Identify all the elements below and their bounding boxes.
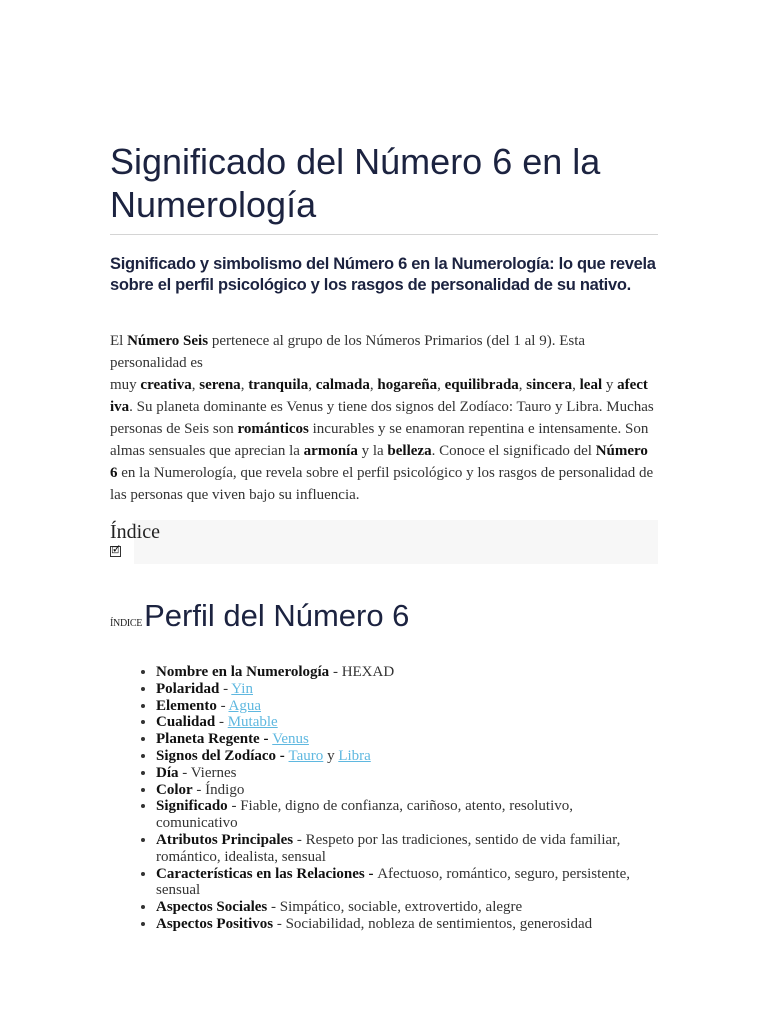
list-item [156, 866, 658, 900]
attribute-label: Características en las Relaciones [156, 865, 365, 882]
list-item [156, 782, 658, 799]
list-item [156, 731, 658, 748]
attribute-label: Cualidad [156, 714, 216, 731]
attribute-label: Significado [156, 798, 228, 815]
attribute-separator: - [364, 865, 378, 882]
attribute-link[interactable]: Agua [228, 697, 261, 714]
attribute-separator: - [227, 798, 241, 815]
table-of-contents [110, 520, 658, 564]
page-subtitle: Significado y simbolismo del Número 6 en la Numerología: lo que revela sobre el perfil psicológico y los rasgos de personalidad de su nativo. [110, 255, 656, 294]
intro-text: , [437, 377, 445, 393]
intro-bold: Número Seis [127, 333, 209, 349]
intro-text: . Conoce el significado del [431, 443, 596, 459]
intro-text: , [191, 377, 200, 393]
section-anchor-label[interactable]: ÍNDICE [110, 618, 143, 629]
attribute-separator: - [267, 899, 280, 916]
attribute-label: Aspectos Sociales [156, 899, 268, 916]
attribute-label: Signos del Zodíaco [156, 747, 277, 764]
list-item [156, 664, 658, 681]
toc-panel [134, 520, 658, 564]
intro-text: incurables y se enamoran repentina e intensamente. Son almas sensuales que aprecian la [110, 421, 649, 459]
intro-bold: Número 6 [110, 443, 648, 481]
attribute-separator: - [329, 664, 342, 680]
intro-bold: equilibrada [444, 377, 519, 393]
intro-text: , [240, 377, 249, 393]
attribute-joiner: y [323, 747, 339, 764]
intro-text: , [308, 377, 316, 393]
attribute-value: Respeto por las tradiciones, sentido de vida familiar, romántico, idealista, sensual [156, 831, 621, 865]
intro-bold: tranquila [248, 377, 309, 393]
list-item [156, 832, 658, 866]
list-item [156, 714, 658, 731]
toc-heading: Índice [110, 521, 160, 543]
attribute-value: Fiable, digno de confianza, cariñoso, atento, resolutivo, comunicativo [156, 798, 574, 832]
attribute-separator: - [216, 697, 229, 714]
attribute-label: Planeta Regente [156, 731, 260, 748]
intro-text: pertenece al grupo de los Números Primarios (del 1 al 9). Esta personalidad es [110, 333, 586, 371]
intro-bold: afect iva [110, 377, 648, 415]
list-item [156, 698, 658, 715]
attribute-value: Índigo [205, 781, 245, 798]
section-heading [110, 598, 658, 634]
intro-text: en la Numerología, que revela sobre el perfil psicológico y los rasgos de personalidad de las personas que viven bajo su influencia. [110, 465, 654, 503]
intro-text: y [602, 377, 618, 393]
attribute-separator: - [293, 831, 306, 848]
attribute-value: Afectuoso, romántico, seguro, persistente, sensual [156, 865, 631, 899]
attribute-label: Día [156, 764, 179, 781]
attribute-link[interactable]: Yin [231, 680, 253, 697]
attribute-separator: - [178, 764, 191, 781]
intro-text: El [110, 333, 128, 349]
list-item [156, 899, 658, 916]
attribute-separator: - [192, 781, 206, 798]
list-item [156, 748, 658, 765]
attribute-value: HEXAD [341, 664, 395, 680]
intro-bold: armonía [303, 443, 358, 459]
intro-text: , [518, 377, 527, 393]
intro-text: y la [357, 443, 388, 459]
intro-bold: leal [579, 377, 603, 393]
page-title: Significado del Número 6 en la Numerología [110, 141, 601, 225]
attribute-label: Color [156, 781, 193, 798]
attribute-link[interactable]: Mutable [227, 714, 278, 731]
attribute-label: Polaridad [156, 680, 220, 697]
intro-bold: serena [199, 377, 241, 393]
attributes-list [110, 664, 658, 933]
intro-bold: hogareña [377, 377, 438, 393]
attribute-label: Elemento [156, 697, 217, 714]
intro-bold: románticos [237, 421, 309, 437]
attribute-label: Nombre en la Numerología [156, 664, 330, 680]
attribute-separator: - [276, 747, 289, 764]
list-item [156, 798, 658, 832]
attribute-value: Sociabilidad, nobleza de sentimientos, generosidad [285, 915, 593, 932]
attribute-label: Aspectos Positivos [156, 915, 274, 932]
list-item [156, 916, 658, 933]
attribute-separator: - [273, 915, 286, 932]
attribute-separator: - [215, 714, 228, 731]
attribute-value: Simpático, sociable, extrovertido, alegre [279, 899, 523, 916]
list-item [156, 681, 658, 698]
attribute-label: Atributos Principales [156, 831, 294, 848]
intro-paragraph [110, 330, 658, 506]
attribute-link[interactable]: Libra [338, 747, 371, 764]
attribute-link[interactable]: Tauro [288, 747, 324, 764]
section-title: Perfil del Número 6 [144, 598, 410, 633]
attribute-separator: - [219, 680, 232, 697]
title-divider [110, 234, 658, 235]
attribute-separator: - [259, 731, 273, 748]
toc-toggle-checkbox-icon[interactable]: 🗹 [111, 546, 120, 556]
intro-bold: creativa [140, 377, 192, 393]
list-item [156, 765, 658, 782]
attribute-value: Viernes [190, 764, 237, 781]
intro-bold: sincera [526, 377, 573, 393]
intro-bold: calmada [315, 377, 370, 393]
attribute-link[interactable]: Venus [272, 731, 309, 748]
intro-text: . Su planeta dominante es Venus y tiene dos signos del Zodíaco: Tauro y Libra. Muchas personas de Seis son [110, 399, 654, 437]
intro-text: muy [110, 377, 141, 393]
intro-text: , [572, 377, 580, 393]
intro-bold: belleza [387, 443, 432, 459]
intro-text: , [369, 377, 378, 393]
